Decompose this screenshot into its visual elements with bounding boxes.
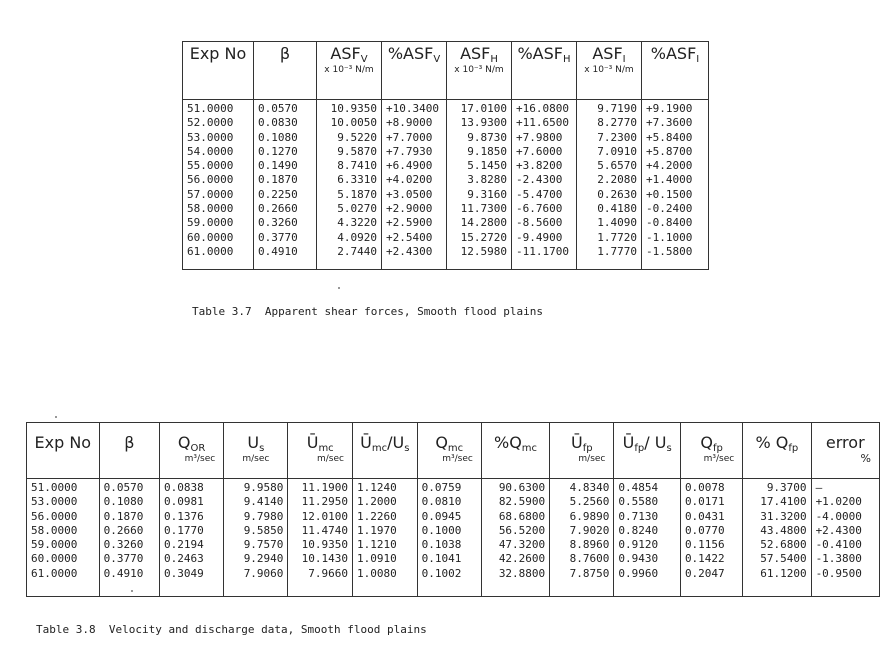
table-cell: — (815, 481, 823, 494)
table-cell: 0.5580 (618, 495, 659, 509)
table-cell: 0.0770 (684, 523, 725, 537)
table-cell: 8.8960 (569, 538, 610, 552)
table-cell: 9.3160 (467, 187, 507, 201)
velocity-discharge-table (26, 422, 880, 597)
table-header-row (183, 42, 709, 100)
table-cell: 9.5850 (243, 523, 284, 537)
table-cell: 7.0910 (597, 144, 637, 158)
table-cell: -4.0000 (815, 509, 862, 523)
column-pct-asf-v (382, 100, 447, 270)
table-cell: 42.2600 (498, 552, 546, 566)
table-cell: 0.0945 (421, 509, 462, 523)
table-cell: 0.0759 (421, 481, 462, 494)
table-cell: 13.9300 (460, 116, 507, 130)
table-cell: 0.9120 (618, 538, 659, 552)
table-cell: 1.4090 (597, 216, 637, 230)
header-q-fp: $Q_{fp}$ m³/sec (680, 423, 742, 479)
table-cell: 8.7410 (337, 159, 377, 173)
column-pct-q-mc (481, 479, 549, 597)
column-beta (99, 479, 159, 597)
table-body-row (183, 100, 709, 270)
table-cell: 43.4800 (760, 523, 807, 537)
table-cell: +2.9000 (386, 202, 433, 216)
table-cell: +10.3400 (386, 102, 439, 115)
table-cell: 8.7600 (569, 552, 610, 566)
table-cell: 0.0171 (684, 495, 725, 509)
table-cell: 0.0838 (164, 481, 204, 494)
table-cell: 1.0080 (356, 566, 397, 580)
table-cell: -8.5600 (516, 216, 563, 230)
table-cell: 0.2047 (684, 566, 725, 580)
table-cell: 0.4910 (103, 566, 144, 580)
table-cell: +9.1900 (646, 102, 693, 115)
table-cell: 51.0000 (31, 481, 78, 494)
table-cell: +5.8700 (646, 144, 693, 158)
table-cell: 0.2660 (103, 523, 144, 537)
table-cell: 0.0078 (684, 481, 725, 494)
table-cell: 5.1450 (467, 159, 507, 173)
table-cell: +2.4300 (386, 244, 433, 258)
table-cell: 0.7130 (618, 509, 659, 523)
header-u-fp: $Ū_{fp}$ m/sec (550, 423, 614, 479)
table-cell: 0.3049 (164, 566, 204, 580)
table-cell: 0.1422 (684, 552, 725, 566)
table-cell: 1.1240 (356, 481, 397, 494)
table-cell: +6.4900 (386, 159, 433, 173)
table-cell: -11.1700 (516, 244, 569, 258)
table-cell: 0.0981 (164, 495, 204, 509)
header-beta: β (254, 42, 317, 100)
table-cell: 4.8340 (569, 481, 610, 494)
header-u-s: $U_s$ m/sec (224, 423, 288, 479)
table-cell: -2.4300 (516, 173, 563, 187)
table-cell: 1.2000 (356, 495, 397, 509)
column-error (811, 479, 879, 597)
table-cell: -1.1000 (646, 230, 693, 244)
header-asf-v: $ASF_V$ x 10⁻³ N/m (317, 42, 382, 100)
header-exp-no: Exp No (27, 423, 100, 479)
header-asf-h: $ASF_H$ x 10⁻³ N/m (447, 42, 512, 100)
table-cell: 55.0000 (187, 159, 234, 173)
table-cell: 0.3260 (258, 216, 298, 230)
table-cell: 1.0910 (356, 552, 397, 566)
column-beta (254, 100, 317, 270)
table-cell: 0.1038 (421, 538, 462, 552)
table-cell: 11.1900 (301, 481, 348, 494)
table-cell: -0.9500 (815, 566, 862, 580)
table-cell: 9.3700 (766, 481, 807, 494)
table-cell: 4.3220 (337, 216, 377, 230)
table-cell: +0.1500 (646, 187, 693, 201)
table-cell: 6.3310 (337, 173, 377, 187)
table-cell: 0.9960 (618, 566, 659, 580)
table-cell: 0.1770 (164, 523, 204, 537)
table-cell: 56.0000 (187, 173, 234, 187)
table-body-row (27, 479, 880, 597)
table-cell: -9.4900 (516, 230, 563, 244)
table-cell: -6.7600 (516, 202, 563, 216)
table-cell: +3.8200 (516, 159, 563, 173)
table-cell: 0.9430 (618, 552, 659, 566)
table-cell: +16.0800 (516, 102, 569, 115)
table-cell: 59.0000 (31, 538, 78, 552)
table-cell: +7.9800 (516, 130, 563, 144)
table-cell: +7.6000 (516, 144, 563, 158)
table-cell: +3.0500 (386, 187, 433, 201)
table-cell: 7.2300 (597, 130, 637, 144)
table-cell: 0.2250 (258, 187, 298, 201)
table-cell: 52.6800 (760, 538, 807, 552)
table-cell: 53.0000 (187, 130, 234, 144)
scan-speck (131, 590, 133, 592)
table-cell: 5.6570 (597, 159, 637, 173)
table-cell: 9.9580 (243, 481, 284, 494)
table-cell: 1.7770 (597, 244, 637, 258)
table-cell: +5.8400 (646, 130, 693, 144)
column-asf-i (577, 100, 642, 270)
table-cell: 7.9060 (243, 566, 284, 580)
table-cell: 0.1000 (421, 523, 462, 537)
table-cell: 0.0570 (103, 481, 144, 494)
header-u-fp-over-u-s: $Ū_{fp}/$ $U_s$ (614, 423, 681, 479)
header-asf-i: $ASF_I$ x 10⁻³ N/m (577, 42, 642, 100)
table-cell: +11.6500 (516, 116, 569, 130)
header-beta: β (99, 423, 159, 479)
table-cell: 61.1200 (760, 566, 807, 580)
column-pct-q-fp (743, 479, 811, 597)
table-cell: 68.6800 (498, 509, 546, 523)
column-exp-no (27, 479, 100, 597)
table-3-7-caption: Table 3.7 Apparent shear forces, Smooth flood plains (192, 305, 543, 318)
table-cell: 10.9350 (330, 102, 377, 115)
table-cell: 0.2630 (597, 187, 637, 201)
column-q-or (160, 479, 224, 597)
table-cell: +7.7000 (386, 130, 433, 144)
table-cell: 60.0000 (187, 230, 234, 244)
table-cell: -1.3800 (815, 552, 862, 566)
table-cell: 2.2080 (597, 173, 637, 187)
table-cell: 9.5870 (337, 144, 377, 158)
table-cell: 0.4910 (258, 244, 298, 258)
header-pct-asf-v: $\%ASF_V$ (382, 42, 447, 100)
table-cell: 0.1490 (258, 159, 298, 173)
table-cell: 6.9890 (569, 509, 610, 523)
table-cell: 0.1080 (103, 495, 144, 509)
column-asf-h (447, 100, 512, 270)
table-cell: 9.1850 (467, 144, 507, 158)
table-cell: 5.2560 (569, 495, 610, 509)
table-cell: 57.5400 (760, 552, 807, 566)
table-cell: 8.2770 (597, 116, 637, 130)
table-cell: 14.2800 (460, 216, 507, 230)
table-3-8-caption: Table 3.8 Velocity and discharge data, Smooth flood plains (36, 623, 427, 636)
table-cell: 51.0000 (187, 102, 234, 115)
header-u-mc: $Ū_{mc}$ m/sec (288, 423, 353, 479)
table-cell: 31.3200 (760, 509, 807, 523)
table-cell: 7.9660 (308, 566, 348, 580)
table-cell: +2.5900 (386, 216, 433, 230)
table-cell: 12.5980 (460, 244, 507, 258)
table-cell: 3.8280 (467, 173, 507, 187)
scan-speck (338, 287, 340, 289)
table-cell: +4.0200 (386, 173, 433, 187)
table-cell: 0.8240 (618, 523, 659, 537)
table-cell: 0.2194 (164, 538, 204, 552)
table-cell: 5.0270 (337, 202, 377, 216)
table-cell: 11.2950 (301, 495, 348, 509)
table-cell: 54.0000 (187, 144, 234, 158)
table-cell: 0.0830 (258, 116, 298, 130)
table-cell: 1.1970 (356, 523, 397, 537)
column-pct-asf-h (512, 100, 577, 270)
table-cell: 59.0000 (187, 216, 234, 230)
table-cell: 0.1870 (258, 173, 298, 187)
table-cell: 5.1870 (337, 187, 377, 201)
table-cell: 0.1870 (103, 509, 144, 523)
header-pct-q-mc: $\%Q_{mc}$ (481, 423, 549, 479)
table-cell: 0.3770 (258, 230, 298, 244)
table-cell: 9.4140 (243, 495, 284, 509)
apparent-shear-forces-table (182, 41, 709, 270)
table-cell: 0.1270 (258, 144, 298, 158)
header-u-mc-over-u-s: $Ū_{mc}/U_s$ (352, 423, 417, 479)
table-cell: +1.4000 (646, 173, 693, 187)
table-cell: +2.5400 (386, 230, 433, 244)
table-cell: 0.1156 (684, 538, 725, 552)
table-cell: 9.7980 (243, 509, 284, 523)
table-cell: 0.3770 (103, 552, 144, 566)
table-cell: 61.0000 (31, 566, 78, 580)
table-cell: 0.1002 (421, 566, 462, 580)
table-cell: 1.7720 (597, 230, 637, 244)
header-q-or: $Q_{OR}$ m³/sec (160, 423, 224, 479)
table-cell: -5.4700 (516, 187, 563, 201)
table-cell: 52.0000 (187, 116, 234, 130)
column-u-mc-over-u-s (352, 479, 417, 597)
column-q-mc (417, 479, 481, 597)
table-cell: 7.8750 (569, 566, 610, 580)
table-cell: 56.5200 (498, 523, 546, 537)
table-cell: 0.0810 (421, 495, 462, 509)
table-cell: 2.7440 (337, 244, 377, 258)
table-cell: 11.7300 (460, 202, 507, 216)
table-cell: 10.9350 (301, 538, 348, 552)
table-cell: 53.0000 (31, 495, 78, 509)
table-cell: 32.8800 (498, 566, 546, 580)
table-cell: +8.9000 (386, 116, 433, 130)
table-cell: 1.2260 (356, 509, 397, 523)
table-cell: 56.0000 (31, 509, 78, 523)
column-q-fp (680, 479, 742, 597)
header-exp-no: Exp No (183, 42, 254, 100)
table-cell: 9.2940 (243, 552, 284, 566)
table-cell: 4.0920 (337, 230, 377, 244)
table-cell: 90.6300 (498, 481, 546, 494)
scan-speck (55, 416, 57, 418)
table-cell: 82.5900 (498, 495, 546, 509)
table-cell: 15.2720 (460, 230, 507, 244)
column-exp-no (183, 100, 254, 270)
table-cell: +2.4300 (815, 523, 862, 537)
table-cell: +7.7930 (386, 144, 433, 158)
table-cell: 0.4180 (597, 202, 637, 216)
table-cell: -0.8400 (646, 216, 693, 230)
header-pct-asf-h: $\%ASF_H$ (512, 42, 577, 100)
table-header-row (27, 423, 880, 479)
table-cell: 0.3260 (103, 538, 144, 552)
table-cell: 9.7570 (243, 538, 284, 552)
table-cell: 9.5220 (337, 130, 377, 144)
table-cell: 0.2660 (258, 202, 298, 216)
table-cell: 0.0431 (684, 509, 725, 523)
header-error: error % (811, 423, 879, 479)
table-cell: 0.1376 (164, 509, 204, 523)
header-q-mc: $Q_{mc}$ m³/sec (417, 423, 481, 479)
column-u-fp (550, 479, 614, 597)
column-u-mc (288, 479, 353, 597)
table-cell: 9.7190 (597, 102, 637, 115)
table-cell: 17.0100 (460, 102, 507, 115)
table-cell: 0.1080 (258, 130, 298, 144)
table-cell: 0.4854 (618, 481, 659, 494)
table-cell: 11.4740 (301, 523, 348, 537)
table-cell: 58.0000 (31, 523, 78, 537)
table-cell: 58.0000 (187, 202, 234, 216)
header-pct-q-fp: % $Q_{fp}$ (743, 423, 811, 479)
table-cell: 61.0000 (187, 244, 234, 258)
table-cell: +1.0200 (815, 495, 862, 509)
column-u-s (224, 479, 288, 597)
table-cell: +7.3600 (646, 116, 693, 130)
table-cell: -0.2400 (646, 202, 693, 216)
table-cell: +4.2000 (646, 159, 693, 173)
table-cell: 0.0570 (258, 102, 298, 115)
table-cell: 57.0000 (187, 187, 234, 201)
table-cell: 1.1210 (356, 538, 397, 552)
table-cell: 12.0100 (301, 509, 348, 523)
table-cell: 60.0000 (31, 552, 78, 566)
header-pct-asf-i: $\%ASF_I$ (642, 42, 709, 100)
table-cell: 10.1430 (301, 552, 348, 566)
column-u-fp-over-u-s (614, 479, 681, 597)
column-pct-asf-i (642, 100, 709, 270)
table-cell: 47.3200 (498, 538, 546, 552)
table-cell: 7.9020 (569, 523, 610, 537)
column-asf-v (317, 100, 382, 270)
table-cell: 0.1041 (421, 552, 462, 566)
table-cell: 9.8730 (467, 130, 507, 144)
table-cell: 10.0050 (330, 116, 377, 130)
table-cell: 0.2463 (164, 552, 204, 566)
table-cell: 17.4100 (760, 495, 807, 509)
table-cell: -1.5800 (646, 244, 693, 258)
table-cell: -0.4100 (815, 538, 862, 552)
